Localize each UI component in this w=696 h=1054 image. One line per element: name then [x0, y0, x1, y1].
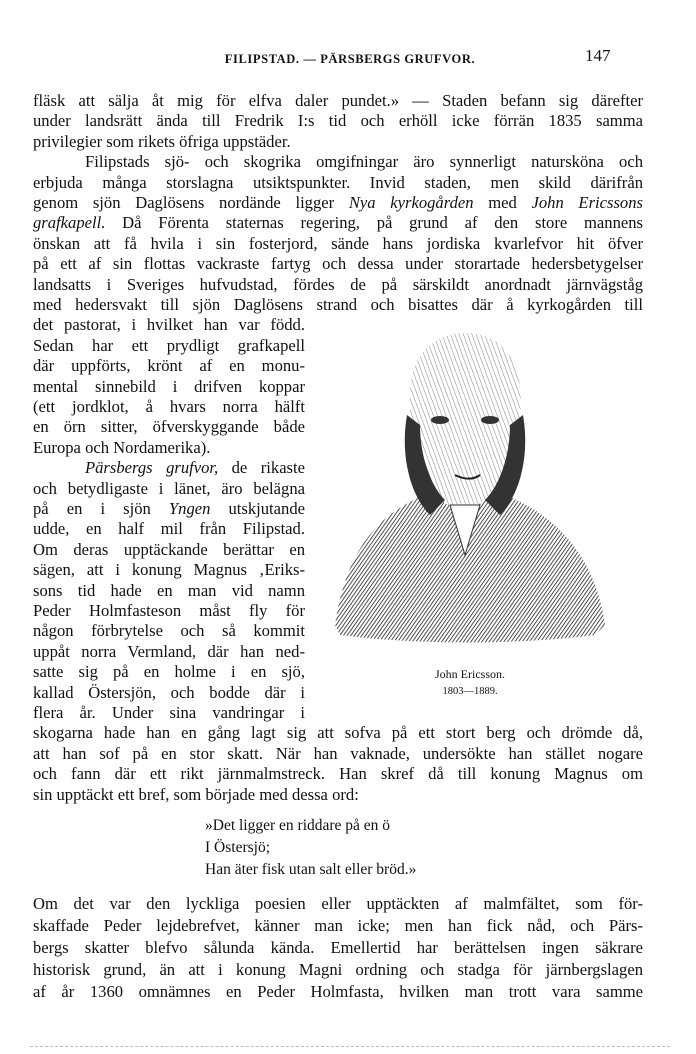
text-line	[33, 540, 305, 560]
text-line	[33, 479, 305, 499]
text-segment: (ett jordklot, å hvars norra hälft	[33, 397, 305, 416]
running-header: FILIPSTAD. — PÄRSBERGS GRUFVOR.	[224, 52, 476, 66]
text-line	[33, 560, 305, 580]
text-line	[33, 723, 643, 743]
text-line	[33, 234, 643, 254]
text-segment: privilegier som rikets öfriga uppstäder.	[33, 132, 291, 151]
poem-line: Han äter fisk utan salt eller bröd.»	[205, 861, 417, 878]
text-segment: det pastorat, i hvilket han var född.	[33, 315, 305, 334]
text-line	[33, 744, 643, 764]
text-line: historisk grund, än att i konung Magni ordning och stadga för järnbergslagen	[33, 960, 643, 979]
text-line	[33, 417, 305, 437]
italic-text: grafkapell.	[33, 213, 106, 232]
text-segment: landsatts i Sveriges hufvudstad, fördes de på särskildt anordnadt järnvägståg	[33, 275, 643, 294]
text-segment: någon förbrytelse och så kommit	[33, 621, 305, 640]
text-segment: fläsk att sälja åt mig för elfva daler pundet.» — Staden befann sig därefter	[33, 91, 643, 110]
text-segment: en örn sitter, öfverskyggande både	[33, 417, 305, 436]
text-line	[33, 336, 305, 356]
text-segment: satte sig på en holme i en sjö,	[33, 662, 305, 681]
text-segment: på ett af sin flottas vackraste fartyg och dessa under storartade hedersbetygelser	[33, 254, 643, 273]
text-line	[33, 438, 305, 458]
text-line	[33, 499, 305, 519]
italic-text: Pärsbergs grufvor,	[85, 458, 219, 477]
text-line	[33, 295, 643, 315]
text-line	[33, 173, 643, 193]
text-line	[33, 377, 305, 397]
text-segment: Europa och Nordamerika).	[33, 438, 211, 457]
figure-caption-name: John Ericsson.	[435, 667, 505, 681]
text-segment: skogarna hade han en gång lagt sig att sofva på ett stort berg och drömde då,	[33, 723, 643, 742]
text-segment: uppåt norra Vermland, där han ned-	[33, 642, 305, 661]
page-number: 147	[585, 46, 611, 65]
italic-text: Nya kyrkogården	[348, 193, 474, 212]
text-line	[33, 601, 305, 621]
text-line	[33, 152, 643, 172]
text-segment: kallad Östersjön, och bodde där i	[33, 683, 305, 702]
text-line	[33, 111, 643, 131]
text-line	[33, 662, 305, 682]
poem-line: »Det ligger en riddare på en ö	[205, 817, 391, 834]
figure-caption-years: 1803—1889.	[442, 686, 498, 697]
text-line	[33, 254, 643, 274]
text-segment: och betydligaste i länet, äro belägna	[33, 479, 305, 498]
text-segment: med hedersvakt till sjön Daglösens strand och bisattes där å kyrkogården till	[33, 295, 643, 314]
text-line	[33, 703, 305, 723]
text-segment: udde, en half mil från Filipstad.	[33, 519, 305, 538]
portrait-engraving	[315, 325, 615, 655]
text-segment: på en i sjön	[33, 499, 169, 518]
text-line	[33, 683, 305, 703]
text-line: af år 1360 omnämnes en Peder Holmfasta, hvilken man trott vara samme	[33, 982, 643, 1001]
text-line	[33, 642, 305, 662]
italic-text: Yngen	[168, 499, 211, 518]
text-segment: genom sjön Daglösens nordände ligger	[33, 193, 349, 212]
text-segment: erbjuda många storslagna utsiktspunkter. Invid staden, men skild därifrån	[33, 173, 643, 192]
text-segment: där uppförts, krönt af en monu-	[33, 356, 305, 375]
text-line: Om det var den lyckliga poesien eller upptäckten af malmfältet, som för-	[33, 894, 643, 913]
text-segment: Filipstads sjö- och skogrika omgifningar äro synnerligt natursköna och	[85, 152, 643, 171]
text-line	[33, 581, 305, 601]
text-line	[33, 315, 305, 335]
text-segment: under landsrätt ända till Fredrik I:s tid och erhöll icke förrän 1835 samma	[33, 111, 643, 130]
italic-text: John Ericssons	[531, 193, 643, 212]
text-line	[33, 458, 305, 478]
text-line: bergs skatter blefvo sålunda kända. Emellertid har berättelsen ingen säkrare	[33, 938, 643, 957]
text-line	[33, 519, 305, 539]
text-segment: önskan att få hvila i sin fosterjord, sände hans jordiska kvarlefvor hit öfver	[33, 234, 643, 253]
text-line	[33, 193, 643, 213]
text-line	[33, 213, 643, 233]
text-segment: och fann där ett rikt järnmalmstreck. Han skref då till konung Magnus om	[33, 764, 643, 783]
text-segment: flera år. Under sina vandringar i	[33, 703, 305, 722]
text-line	[33, 132, 643, 152]
text-segment: mental sinnebild i drifven koppar	[33, 377, 305, 396]
text-segment: Om deras upptäckande berättar en	[33, 540, 305, 559]
text-line	[33, 621, 305, 641]
text-segment: Sedan har ett prydligt grafkapell	[33, 336, 305, 355]
text-segment: sons tid hade en man vid namn	[33, 581, 305, 600]
text-segment: sin upptäckt ett bref, som började med dessa ord:	[33, 785, 359, 804]
text-line	[33, 785, 643, 805]
text-segment: de rikaste	[218, 458, 305, 477]
text-line	[33, 91, 643, 111]
page-edge-rule	[30, 1046, 670, 1047]
text-segment: Peder Holmfasteson måst fly för	[33, 601, 305, 620]
text-segment: sägen, att i konung Magnus ‚Eriks-	[33, 560, 305, 579]
text-segment: Då Förenta staternas regering, på grund af den store mannens	[105, 213, 643, 232]
text-line: skaffade Peder lejdebrefvet, känner man icke; men han fick nåd, och Pärs-	[33, 916, 643, 935]
text-line	[33, 397, 305, 417]
text-line	[33, 764, 643, 784]
text-line	[33, 275, 643, 295]
text-line	[33, 356, 305, 376]
poem-line: I Östersjö;	[205, 839, 271, 856]
text-segment: utskjutande	[210, 499, 305, 518]
text-segment: att han sof på en stor skatt. När han vaknade, undersökte han stället nogare	[33, 744, 643, 763]
text-segment: med	[473, 193, 532, 212]
